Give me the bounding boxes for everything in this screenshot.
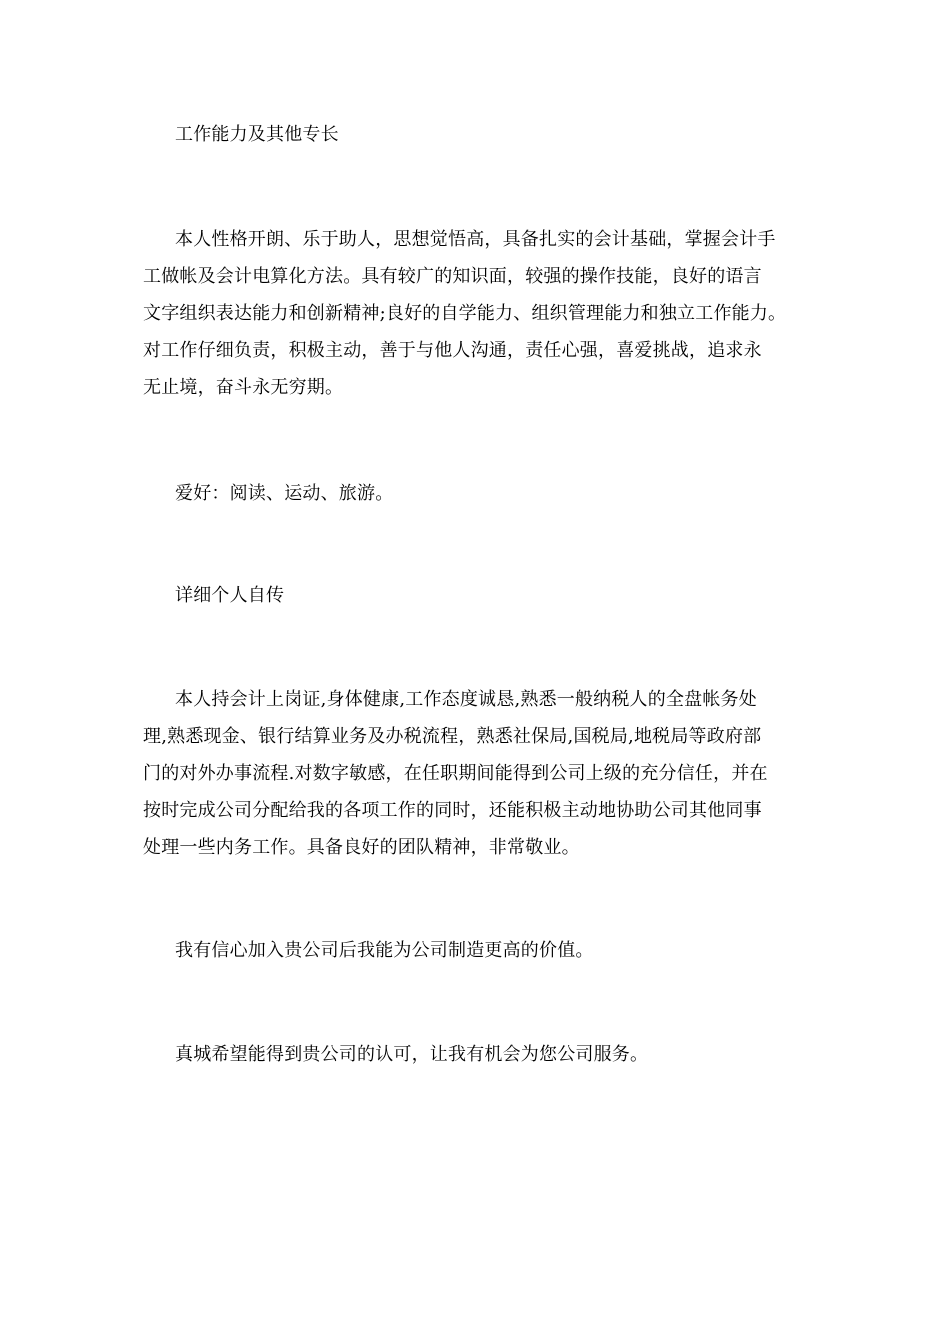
confidence-paragraph: 我有信心加入贵公司后我能为公司制造更高的价值。 [175, 940, 594, 961]
section-heading-skills: 工作能力及其他专长 [175, 124, 339, 145]
closing-paragraph: 真城希望能得到贵公司的认可，让我有机会为您公司服务。 [175, 1044, 649, 1065]
autobiography-paragraph: 本人持会计上岗证,身体健康,工作态度诚恳,熟悉一般纳税人的全盘帐务处 理,熟悉现金、银行结算业务及办税流程，熟悉社保局,国税局,地税局等政府部 门的对外办事流程.对数字敏感，在任职期间能得到公司上级的充分信任，并在 按时完成公司分配给我的各项工作的同时，还能积极主动地协助公司其他同事 处理一些内务工作。具备良好的团队精神，非常敬业。 [143, 689, 768, 858]
skills-paragraph: 本人性格开朗、乐于助人，思想觉悟高，具备扎实的会计基础，掌握会计手 工做帐及会计电算化方法。具有较广的知识面，较强的操作技能，良好的语言 文字组织表达能力和创新精神;良好的自学能力、组织管理能力和独立工作能力。 对工作仔细负责，积极主动，善于与他人沟通，责任心强，喜爱挑战，追求永 无止境，奋斗永无穷期。 [143, 229, 787, 398]
hobbies-paragraph: 爱好：阅读、运动、旅游。 [175, 483, 394, 504]
section-heading-autobiography: 详细个人自传 [175, 585, 285, 606]
